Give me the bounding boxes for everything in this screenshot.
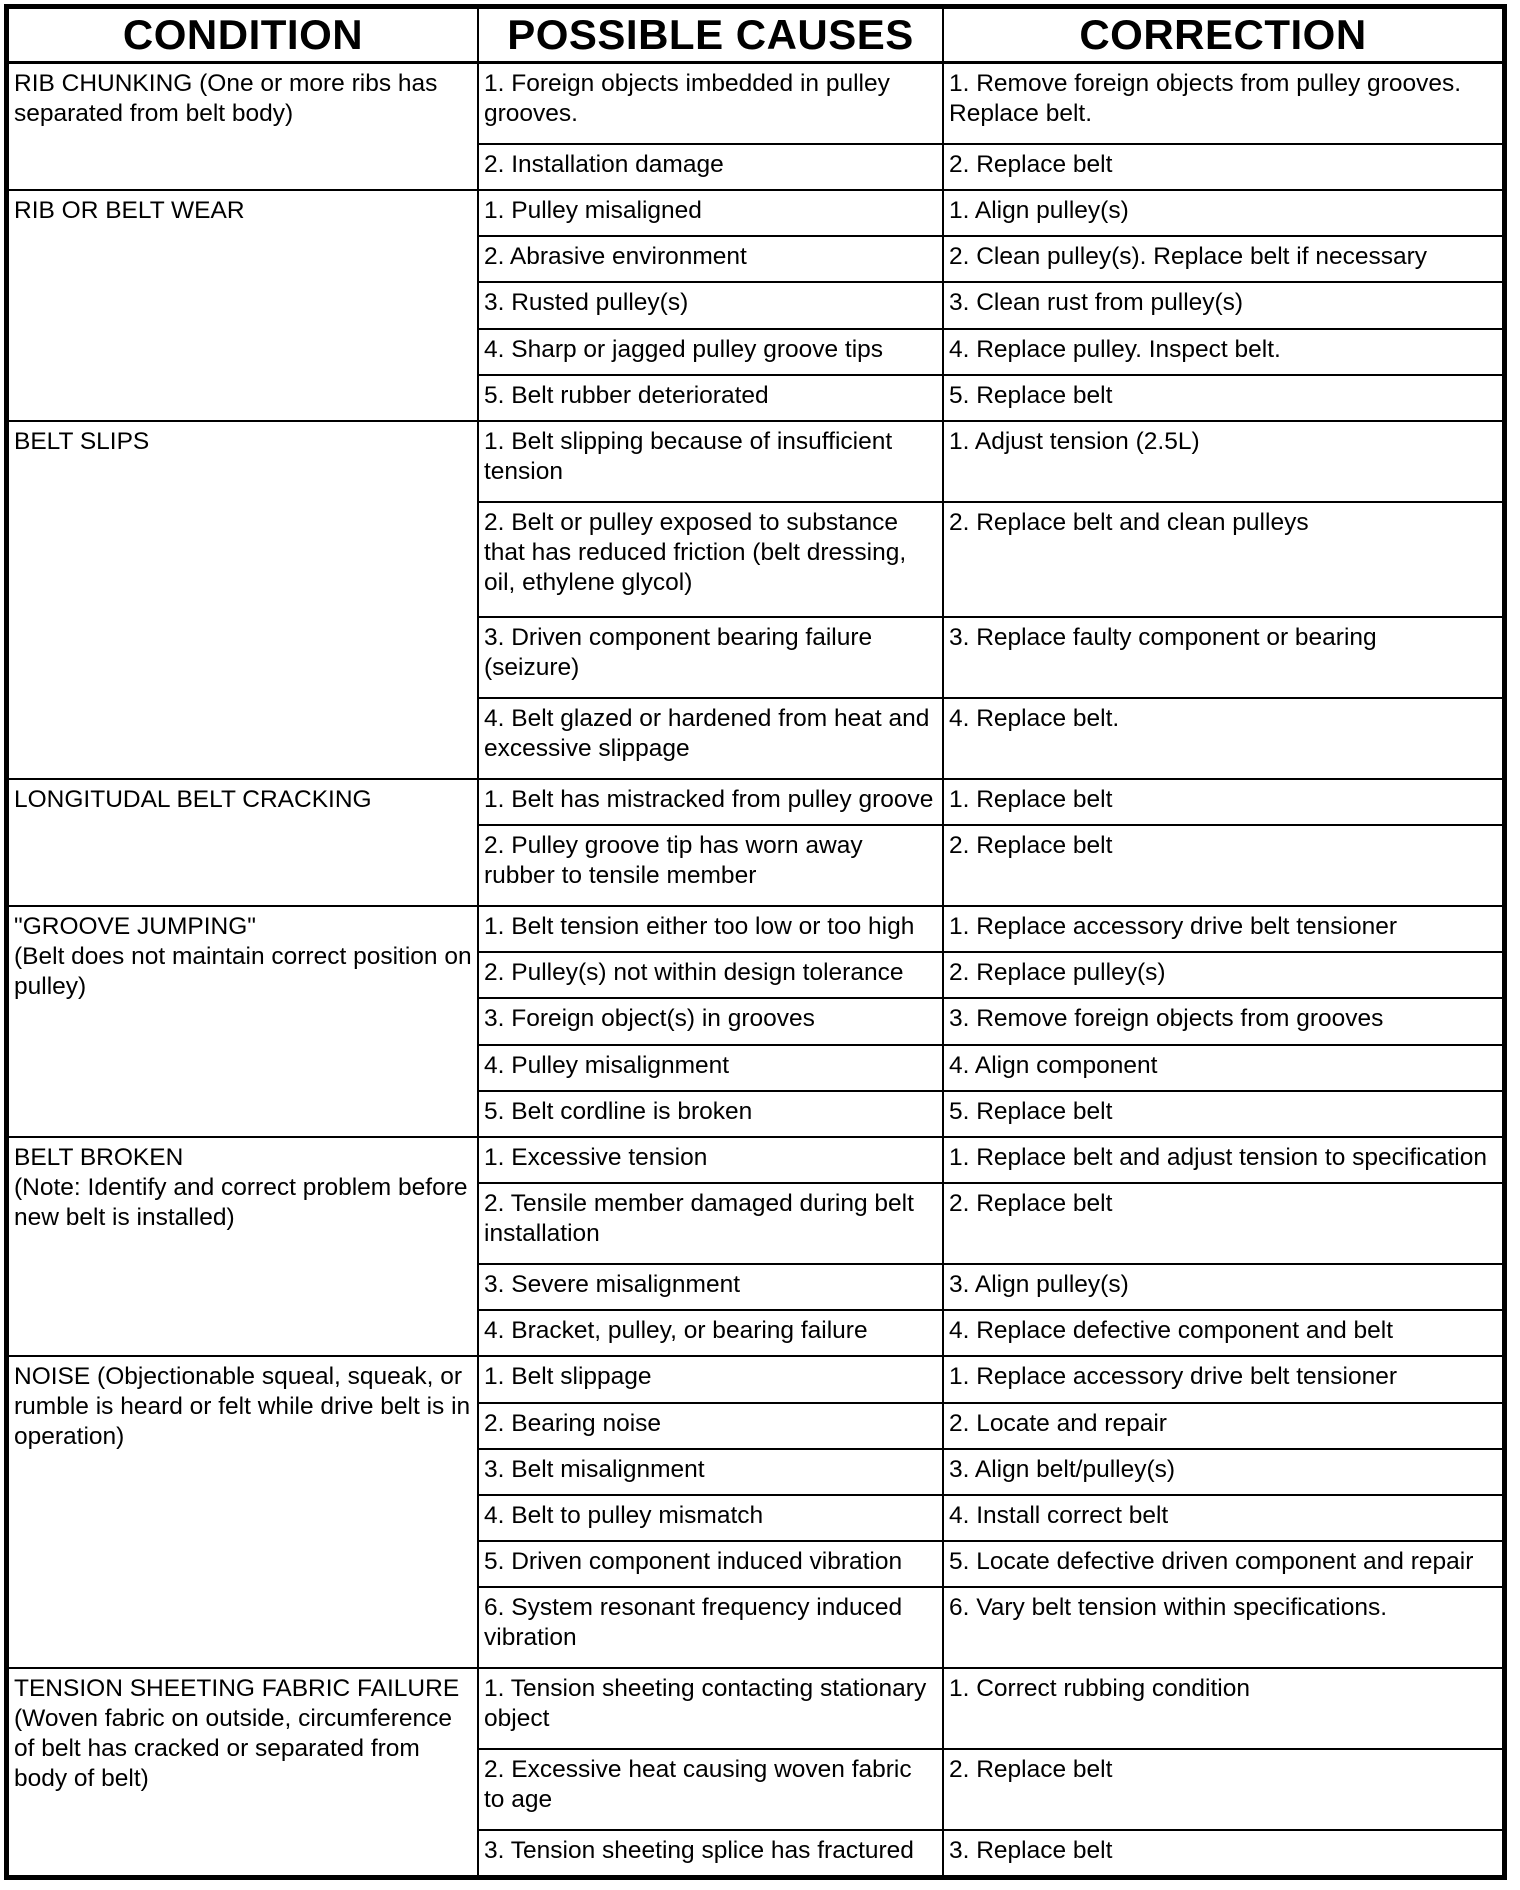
correction-cell: 2. Replace belt bbox=[943, 1749, 1503, 1830]
condition-text: NOISE (Objectionable squeal, squeak, or rumble is heard or felt while drive belt is in operation) bbox=[14, 1363, 471, 1451]
correction-cell: 3. Align belt/pulley(s) bbox=[943, 1449, 1503, 1495]
cause-cell: 3. Driven component bearing failure (seizure) bbox=[478, 617, 943, 698]
correction-cell: 3. Align pulley(s) bbox=[943, 1264, 1503, 1310]
cause-cell: 2. Pulley groove tip has worn away rubber to tensile member bbox=[478, 825, 943, 906]
correction-cell: 5. Replace belt bbox=[943, 1091, 1503, 1137]
correction-cell: 2. Replace pulley(s) bbox=[943, 952, 1503, 998]
cause-cell: 4. Belt to pulley mismatch bbox=[478, 1495, 943, 1541]
condition-text: RIB CHUNKING (One or more ribs has separated from belt body) bbox=[14, 70, 438, 127]
cause-cell: 1. Belt slipping because of insufficient tension bbox=[478, 421, 943, 502]
table-row bbox=[8, 906, 1503, 952]
cause-cell: 1. Belt slippage bbox=[478, 1356, 943, 1402]
cause-cell: 4. Belt glazed or hardened from heat and excessive slippage bbox=[478, 698, 943, 779]
correction-cell: 4. Replace pulley. Inspect belt. bbox=[943, 329, 1503, 375]
condition-text: BELT BROKEN bbox=[14, 1143, 184, 1171]
cause-cell: 1. Belt has mistracked from pulley groove bbox=[478, 779, 943, 825]
table-row bbox=[8, 1137, 1503, 1183]
condition-text: LONGITUDAL BELT CRACKING bbox=[14, 785, 372, 813]
correction-cell: 4. Replace belt. bbox=[943, 698, 1503, 779]
cause-cell: 1. Pulley misaligned bbox=[478, 190, 943, 236]
cause-cell: 4. Sharp or jagged pulley groove tips bbox=[478, 329, 943, 375]
correction-cell: 5. Locate defective driven component and repair bbox=[943, 1541, 1503, 1587]
correction-cell: 3. Clean rust from pulley(s) bbox=[943, 282, 1503, 328]
correction-cell: 2. Replace belt and clean pulleys bbox=[943, 502, 1503, 617]
condition-text: (Woven fabric on outside, circumference of belt has cracked or separated from body of belt) bbox=[14, 1705, 453, 1793]
cause-cell: 5. Belt rubber deteriorated bbox=[478, 375, 943, 421]
cause-cell: 2. Abrasive environment bbox=[478, 236, 943, 282]
correction-cell: 4. Replace defective component and belt bbox=[943, 1310, 1503, 1356]
correction-cell: 1. Correct rubbing condition bbox=[943, 1668, 1503, 1749]
cause-cell: 1. Tension sheeting contacting stationary object bbox=[478, 1668, 943, 1749]
condition-text: BELT SLIPS bbox=[14, 428, 150, 456]
condition-cell bbox=[8, 421, 478, 779]
cause-cell: 5. Belt cordline is broken bbox=[478, 1091, 943, 1137]
header-correction: CORRECTION bbox=[943, 8, 1503, 63]
cause-cell: 6. System resonant frequency induced vibration bbox=[478, 1587, 943, 1668]
correction-cell: 2. Clean pulley(s). Replace belt if necessary bbox=[943, 236, 1503, 282]
correction-cell: 4. Install correct belt bbox=[943, 1495, 1503, 1541]
correction-cell: 1. Replace belt and adjust tension to specification bbox=[943, 1137, 1503, 1183]
correction-cell: 1. Replace accessory drive belt tensioner bbox=[943, 906, 1503, 952]
cause-cell: 1. Excessive tension bbox=[478, 1137, 943, 1183]
condition-cell bbox=[8, 190, 478, 421]
condition-cell bbox=[8, 906, 478, 1137]
cause-cell: 1. Foreign objects imbedded in pulley grooves. bbox=[478, 63, 943, 144]
cause-cell: 2. Installation damage bbox=[478, 144, 943, 190]
diagnosis-table bbox=[7, 7, 1504, 1877]
correction-cell: 1. Replace accessory drive belt tensioner bbox=[943, 1356, 1503, 1402]
header-row bbox=[8, 8, 1503, 63]
correction-cell: 2. Replace belt bbox=[943, 1183, 1503, 1264]
correction-cell: 3. Replace belt bbox=[943, 1830, 1503, 1876]
diagnosis-table-frame bbox=[4, 4, 1507, 1880]
correction-cell: 4. Align component bbox=[943, 1045, 1503, 1091]
table-row bbox=[8, 1668, 1503, 1749]
header-possible-causes: POSSIBLE CAUSES bbox=[478, 8, 943, 63]
cause-cell: 1. Belt tension either too low or too high bbox=[478, 906, 943, 952]
cause-cell: 2. Belt or pulley exposed to substance that has reduced friction (belt dressing, oil, ethylene glycol) bbox=[478, 502, 943, 617]
correction-cell: 1. Align pulley(s) bbox=[943, 190, 1503, 236]
correction-cell: 2. Replace belt bbox=[943, 144, 1503, 190]
condition-text: (Belt does not maintain correct position on pulley) bbox=[14, 943, 472, 1000]
table-row bbox=[8, 63, 1503, 144]
condition-text: "GROOVE JUMPING" bbox=[14, 913, 256, 940]
cause-cell: 3. Belt misalignment bbox=[478, 1449, 943, 1495]
table-row bbox=[8, 421, 1503, 502]
table-row bbox=[8, 779, 1503, 825]
condition-cell bbox=[8, 1356, 478, 1668]
condition-cell bbox=[8, 779, 478, 906]
correction-cell: 3. Replace faulty component or bearing bbox=[943, 617, 1503, 698]
cause-cell: 4. Pulley misalignment bbox=[478, 1045, 943, 1091]
correction-cell: 2. Locate and repair bbox=[943, 1403, 1503, 1449]
cause-cell: 3. Severe misalignment bbox=[478, 1264, 943, 1310]
header-condition: CONDITION bbox=[8, 8, 478, 63]
cause-cell: 5. Driven component induced vibration bbox=[478, 1541, 943, 1587]
correction-cell: 1. Remove foreign objects from pulley grooves. Replace belt. bbox=[943, 63, 1503, 144]
correction-cell: 3. Remove foreign objects from grooves bbox=[943, 998, 1503, 1044]
correction-cell: 2. Replace belt bbox=[943, 825, 1503, 906]
correction-cell: 1. Replace belt bbox=[943, 779, 1503, 825]
condition-cell bbox=[8, 63, 478, 191]
cause-cell: 3. Foreign object(s) in grooves bbox=[478, 998, 943, 1044]
condition-cell bbox=[8, 1668, 478, 1876]
cause-cell: 3. Tension sheeting splice has fractured bbox=[478, 1830, 943, 1876]
cause-cell: 2. Excessive heat causing woven fabric to age bbox=[478, 1749, 943, 1830]
cause-cell: 2. Tensile member damaged during belt installation bbox=[478, 1183, 943, 1264]
correction-cell: 1. Adjust tension (2.5L) bbox=[943, 421, 1503, 502]
condition-text: RIB OR BELT WEAR bbox=[14, 197, 245, 225]
condition-text: (Note: Identify and correct problem before new belt is installed) bbox=[14, 1173, 468, 1231]
condition-cell bbox=[8, 1137, 478, 1356]
condition-text: TENSION SHEETING FABRIC FAILURE bbox=[14, 1675, 460, 1703]
table-row bbox=[8, 190, 1503, 236]
cause-cell: 2. Pulley(s) not within design tolerance bbox=[478, 952, 943, 998]
correction-cell: 6. Vary belt tension within specifications. bbox=[943, 1587, 1503, 1668]
cause-cell: 2. Bearing noise bbox=[478, 1403, 943, 1449]
table-body bbox=[8, 63, 1503, 1877]
correction-cell: 5. Replace belt bbox=[943, 375, 1503, 421]
cause-cell: 4. Bracket, pulley, or bearing failure bbox=[478, 1310, 943, 1356]
table-row bbox=[8, 1356, 1503, 1402]
cause-cell: 3. Rusted pulley(s) bbox=[478, 282, 943, 328]
